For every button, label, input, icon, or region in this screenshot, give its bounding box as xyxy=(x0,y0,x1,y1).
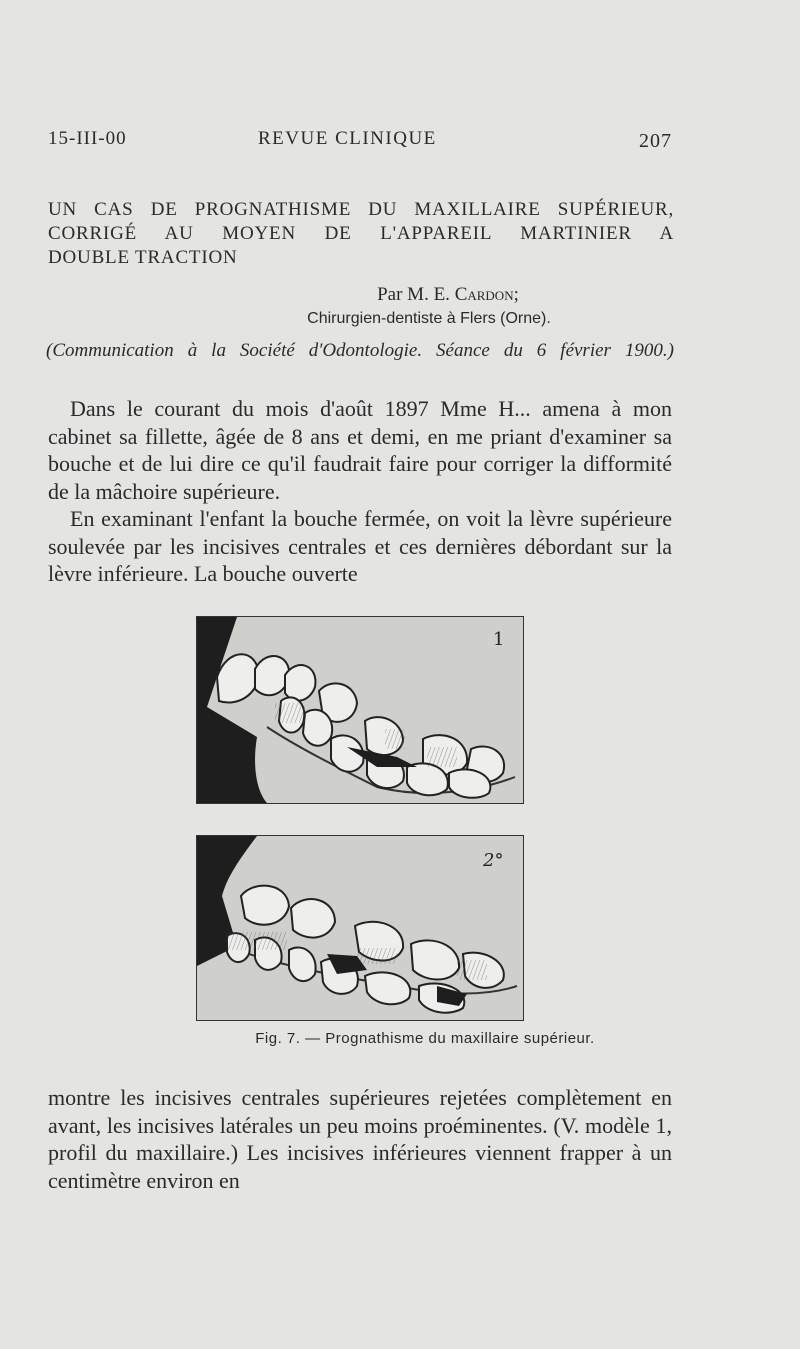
teeth-drawing-1 xyxy=(197,617,523,803)
page-number: 207 xyxy=(639,130,672,152)
author-name: Cardon xyxy=(454,284,514,305)
paragraph-2-text: En examinant l'enfant la bouche fermée, on voit la lèvre supérieure soulevée par les incisives centrales et ces dernières débordant sur la lèvre inférieure. La bouche ouverte xyxy=(48,506,672,586)
issue-date: 15-III-00 xyxy=(48,128,127,149)
paragraph-3-text: montre les incisives centrales supérieures rejetées complètement en avant, les incisives latérales un peu moins proéminentes. (V. modèle 1, profil du maxillaire.) Les incisives inférieures viennent frapper à un centimètre environ en xyxy=(48,1085,672,1193)
communication-note: (Communication à la Société d'Odontologie. Séance du 6 février 1900.) xyxy=(46,340,674,361)
figure-label-2: 2° xyxy=(483,850,504,871)
running-head xyxy=(48,128,672,158)
author-affiliation: Chirurgien-dentiste à Flers (Orne). xyxy=(307,310,551,327)
figure-label-1: 1 xyxy=(493,629,505,650)
title-line-2: CORRIGÉ AU MOYEN DE L'APPAREIL MARTINIER A xyxy=(48,223,674,244)
figure-caption: Fig. 7. — Prognathisme du maxillaire supérieur. xyxy=(255,1030,595,1047)
author-prefix: Par M. E. xyxy=(377,284,455,305)
author-line xyxy=(0,284,800,306)
paragraph-1-text: Dans le courant du mois d'août 1897 Mme H... amena à mon cabinet sa fillette, âgée de 8 ans et demi, en me priant d'examiner sa bouche et de lui dire ce qu'il faudrait faire pour corriger la difformité de la mâchoire supérieure. xyxy=(48,396,672,504)
dental-model-illustration-2 xyxy=(196,835,524,1021)
body-paragraph-2 xyxy=(48,505,672,588)
title-line-1: UN CAS DE PROGNATHISME DU MAXILLAIRE SUPÉRIEUR, xyxy=(48,199,674,220)
body-paragraph-1 xyxy=(48,395,672,505)
teeth-drawing-2 xyxy=(197,836,523,1020)
article-title xyxy=(48,198,674,270)
body-paragraph-3 xyxy=(48,1084,672,1194)
journal-title: REVUE CLINIQUE xyxy=(258,128,437,149)
title-line-3: DOUBLE TRACTION xyxy=(48,247,238,268)
author-suffix: ; xyxy=(513,284,519,305)
dental-model-illustration-1 xyxy=(196,616,524,804)
